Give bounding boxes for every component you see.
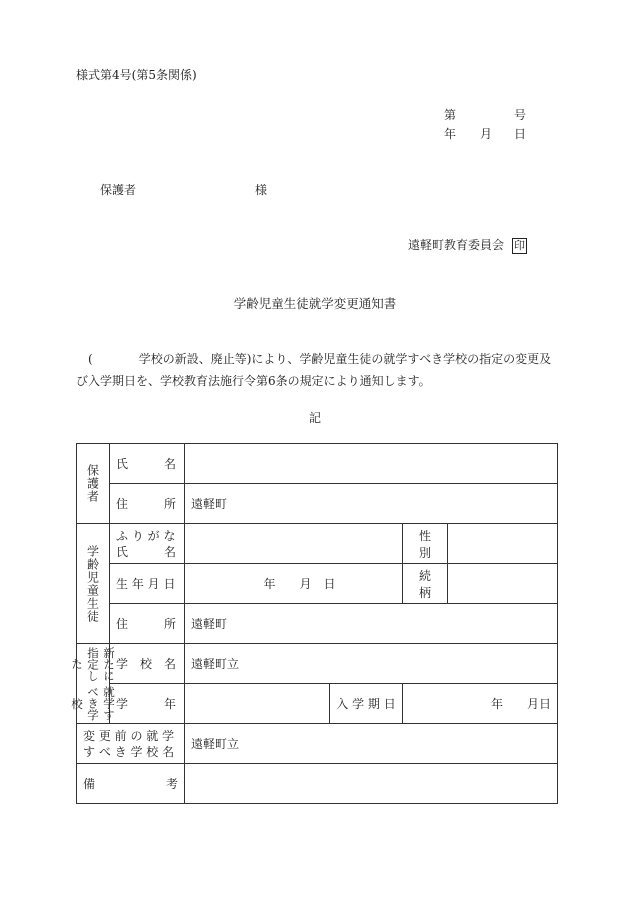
table-row <box>77 524 558 564</box>
ref-dai: 第 <box>444 108 457 122</box>
furigana-label: ふ り が な <box>116 528 176 543</box>
prev-school-field[interactable]: 遠軽町立 <box>185 724 558 764</box>
document-title: 学齢児童生徒就学変更通知書 <box>233 296 397 311</box>
sex-label: 性 別 <box>403 524 448 564</box>
birth-month: 月 <box>299 577 312 591</box>
entry-date-label: 入 学 期 日 <box>330 684 403 724</box>
guardian-address-field[interactable]: 遠軽町 <box>185 484 558 524</box>
guardian-name-label: 氏 名 <box>110 444 185 484</box>
birth-year: 年 <box>263 577 276 591</box>
addressee-label: 保護者 <box>100 183 137 197</box>
table-row <box>77 444 558 484</box>
body-text: 学校の新設、廃止等)により、学齢児童生徒の就学すべき学校の指定の変更及び入学期日を、学校教育法施行令第6条の規定により通知します。 <box>76 352 552 388</box>
remarks-label <box>77 764 185 804</box>
new-school-group-col2: 新たに指定した <box>70 646 116 681</box>
table-row <box>77 724 558 764</box>
entry-year: 年 <box>490 697 503 711</box>
grade-label: 学 年 <box>110 684 185 724</box>
table-row <box>77 604 558 644</box>
student-address-label: 住 所 <box>110 604 185 644</box>
reference-number <box>444 106 526 123</box>
guardian-address-label: 住 所 <box>110 484 185 524</box>
table-row <box>77 564 558 604</box>
seal-stamp: 印 <box>514 239 526 252</box>
sex-field[interactable] <box>448 524 558 564</box>
birthdate-label: 生 年 月 日 <box>110 564 185 604</box>
table-row <box>77 644 558 684</box>
sender-name: 遠軽町教育委員会 <box>408 238 505 252</box>
student-address-field[interactable]: 遠軽町 <box>185 604 558 644</box>
new-school-group-label <box>70 644 116 724</box>
grade-field[interactable] <box>185 684 330 724</box>
addressee <box>100 181 267 198</box>
prev-school-label <box>77 724 185 764</box>
birth-day: 日 <box>323 577 336 591</box>
remarks-field[interactable] <box>185 764 558 804</box>
remarks-label-end: 考 <box>165 777 178 791</box>
school-name-field[interactable]: 遠軽町立 <box>185 644 558 684</box>
student-name-sublabel: 氏 名 <box>116 544 177 559</box>
new-school-group-col1: 就学すべき学校 <box>70 686 116 721</box>
prev-school-label-line1: 変 更 前 の 就 学 <box>83 728 175 743</box>
relation-field[interactable] <box>448 564 558 604</box>
body-paragraph <box>76 348 560 392</box>
table-row <box>77 484 558 524</box>
remarks-label-start: 備 <box>83 777 96 791</box>
entry-date-field[interactable] <box>403 684 558 724</box>
student-name-label <box>110 524 185 564</box>
addressee-honorific: 様 <box>255 183 268 197</box>
entry-day: 日 <box>538 697 551 711</box>
notification-table <box>70 443 558 804</box>
table-row <box>77 684 558 724</box>
date-year: 年 <box>444 127 457 141</box>
guardian-group-label: 保護者 <box>77 444 110 524</box>
student-name-field[interactable] <box>185 524 403 564</box>
student-group-label: 学齢児童生徒 <box>77 524 110 644</box>
date-day: 日 <box>514 127 527 141</box>
relation-label: 続 柄 <box>403 564 448 604</box>
ref-go: 号 <box>514 108 527 122</box>
school-name-label: 学 校 名 <box>110 644 185 684</box>
prev-school-label-line2: す べ き 学 校 名 <box>83 744 175 759</box>
reference-date <box>444 125 526 142</box>
form-number: 様式第4号(第5条関係) <box>76 68 197 82</box>
guardian-name-field[interactable] <box>185 444 558 484</box>
body-paren: ( <box>88 352 93 366</box>
sender <box>408 236 527 254</box>
date-month: 月 <box>480 127 493 141</box>
entry-month: 月 <box>526 697 539 711</box>
birthdate-field[interactable] <box>185 564 403 604</box>
table-row <box>77 764 558 804</box>
ki-heading: 記 <box>308 411 321 425</box>
